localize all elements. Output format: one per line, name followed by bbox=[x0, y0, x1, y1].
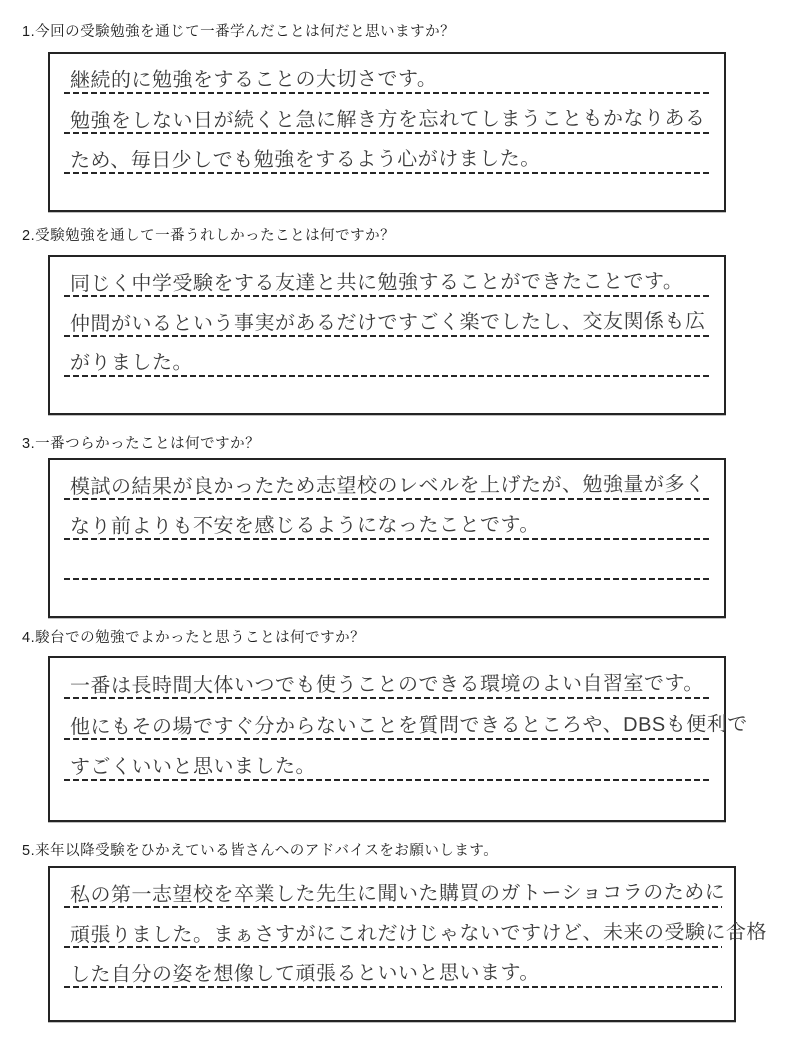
answer-box-2 bbox=[48, 255, 726, 415]
question-3-number: 3. bbox=[22, 436, 36, 452]
handwriting-text: 同じく中学受験をする友達と共に勉強することができたことです。 bbox=[69, 270, 684, 296]
question-3-label bbox=[22, 432, 260, 453]
answer-box-3 bbox=[48, 458, 726, 618]
question-2-text: 受験勉強を通して一番うれしかったことは何ですか？ bbox=[35, 228, 396, 244]
handwriting-text: 一番は長時間大体いつでも使うことのできる環境のよい自習室です。 bbox=[69, 672, 704, 698]
handwriting-text bbox=[64, 578, 70, 580]
question-4-label bbox=[22, 626, 365, 647]
answer-line bbox=[64, 460, 712, 500]
answer-line bbox=[64, 54, 712, 94]
answer-line bbox=[64, 699, 748, 740]
question-2-label bbox=[22, 224, 395, 245]
handwriting-text: 仲間がいるという事実があるだけですごく楽でしたし、交友関係も広 bbox=[69, 310, 706, 336]
answer-line bbox=[64, 868, 726, 908]
answer-line bbox=[64, 134, 712, 174]
handwriting-text: した自分の姿を想像して頑張るといいと思います。 bbox=[69, 961, 540, 987]
handwriting-text: ため、毎日少しでも勉強をするよう心がけました。 bbox=[69, 147, 541, 173]
answer-box-4 bbox=[48, 656, 748, 822]
question-1-text: 今回の受験勉強を通じて一番学んだことは何だと思いますか？ bbox=[35, 24, 456, 40]
handwriting-text: 他にもその場ですぐ分からないことを質問できるところや、DBSも便利で bbox=[69, 713, 748, 739]
question-4-number: 4. bbox=[22, 630, 36, 646]
handwriting-text: 勉強をしない日が続くと急に解き方を忘れてしまうこともかなりある bbox=[69, 107, 706, 133]
question-5-label bbox=[22, 839, 498, 860]
answer-box-5 bbox=[48, 866, 768, 1022]
question-4-text: 駿台での勉強でよかったと思うことは何ですか？ bbox=[35, 630, 366, 646]
handwriting-text: すごくいいと思いました。 bbox=[69, 755, 317, 779]
answer-line bbox=[64, 257, 712, 297]
answer-box-1 bbox=[48, 52, 726, 212]
question-5-number: 5. bbox=[22, 843, 36, 859]
answer-line bbox=[64, 658, 712, 699]
question-2-number: 2. bbox=[22, 228, 36, 244]
handwriting-text: がりました。 bbox=[69, 351, 194, 375]
question-1-label bbox=[22, 20, 455, 41]
answer-line bbox=[64, 908, 768, 948]
handwriting-text: なり前よりも不安を感じるようになったことです。 bbox=[69, 513, 540, 539]
answer-line bbox=[64, 500, 712, 540]
answer-line bbox=[64, 540, 712, 580]
answer-line bbox=[64, 740, 712, 781]
handwriting-text: 頑張りました。まぁさすがにこれだけじゃないですけど、未来の受験に合格 bbox=[69, 921, 768, 947]
handwriting-text: 模試の結果が良かったため志望校のレベルを上げたが、勉強量が多く bbox=[69, 473, 706, 499]
answer-line bbox=[64, 94, 712, 134]
handwriting-text: 私の第一志望校を卒業した先生に聞いた購買のガトーショコラのために bbox=[69, 881, 726, 907]
question-5-text: 来年以降受験をひかえている皆さんへのアドバイスをお願いします。 bbox=[35, 843, 499, 859]
answer-line bbox=[64, 948, 722, 988]
handwriting-text: 継続的に勉強をすることの大切さです。 bbox=[69, 68, 438, 92]
answer-line bbox=[64, 337, 712, 377]
question-3-text: 一番つらかったことは何ですか？ bbox=[35, 436, 261, 452]
question-1-number: 1. bbox=[22, 24, 36, 40]
answer-line bbox=[64, 297, 712, 337]
